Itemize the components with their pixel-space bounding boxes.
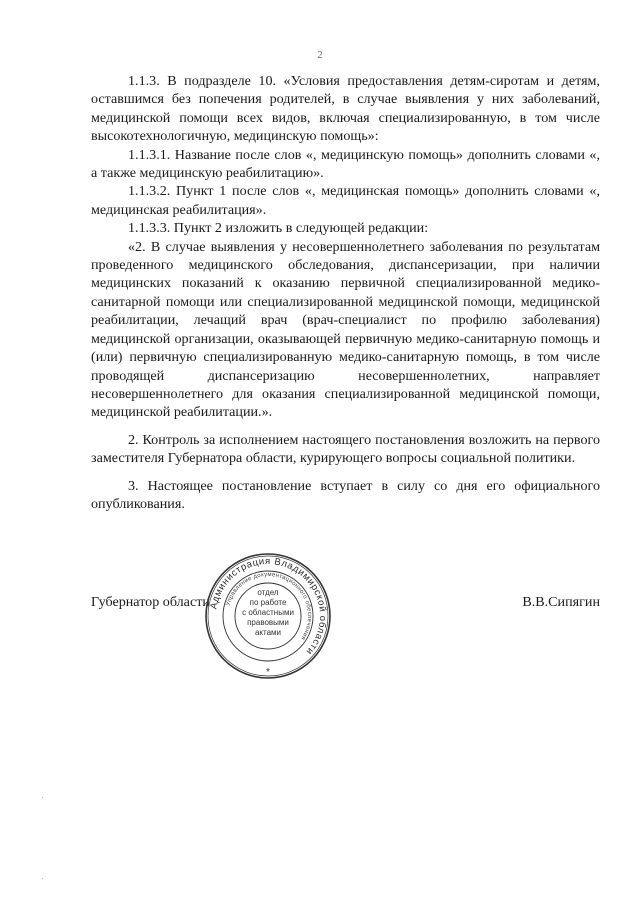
signature-block — [91, 594, 600, 614]
paragraph-3: 3. Настоящее постановление вступает в силу со дня его официального опубликования. — [91, 477, 600, 512]
document-body — [91, 72, 600, 513]
paragraph-quoted-item-2: «2. В случае выявления у несовершеннолетнего заболевания по результатам проведенного медицинского обследования, диспансеризации, при наличии медицинских показаний к оказанию первичной специализированной медико-санитарной помощи или специализированной медицинской помощи, медицинской реабилитации, лечащий врач (врач-специалист по профилю заболевания) медицинской организации, оказывающей первичную медико-санитарную помощь и (или) первичную специализированную медико-санитарную помощь, в том числе проводящей диспансеризацию несовершеннолетних, направляет несовершеннолетнего для оказания специализированной медицинской помощи, медицинской реабилитации.». — [91, 238, 600, 421]
seal-outer-text: Администрация Владимирской области — [208, 555, 329, 658]
seal-inner-line: по работе — [249, 598, 287, 607]
signatory-title: Губернатор области — [91, 594, 210, 610]
signatory-name: В.В.Сипягин — [522, 594, 600, 610]
seal-inner-line: отдел — [257, 588, 279, 597]
paragraph-1-1-3-1: 1.1.3.1. Название после слов «, медицинскую помощь» дополнить словами «, а также медицинскую реабилитацию». — [91, 146, 600, 182]
scan-speck — [42, 797, 43, 798]
seal-middle-text: Управление документационного обеспечения — [225, 571, 313, 641]
official-seal-stamp — [204, 552, 332, 680]
scan-speck — [42, 878, 43, 879]
paragraph-1-1-3-2: 1.1.3.2. Пункт 1 после слов «, медицинская помощь» дополнить словами «, медицинская реабилитация». — [91, 183, 600, 218]
paragraph-1-1-3-3: 1.1.3.3. Пункт 2 изложить в следующей редакции: — [128, 220, 429, 237]
seal-inner-line: с областными — [242, 608, 294, 617]
page-number: 2 — [317, 49, 323, 61]
seal-inner-line: актами — [254, 628, 282, 637]
seal-inner-text — [238, 588, 298, 638]
paragraph-1-1-3: 1.1.3. В подразделе 10. «Условия предоставления детям-сиротам и детям, оставшимся без попечения родителей, в случае выявления у них заболеваний, медицинской помощи всех видов, включая специализированную, в том числе высокотехнологичную, медицинскую помощь»: — [91, 73, 600, 145]
paragraph-2: 2. Контроль за исполнением настоящего постановления возложить на первого заместителя Губернатора области, курирующего вопросы социальной политики. — [91, 431, 600, 467]
seal-inner-line: правовыми — [247, 618, 289, 627]
seal-star: * — [266, 667, 270, 678]
